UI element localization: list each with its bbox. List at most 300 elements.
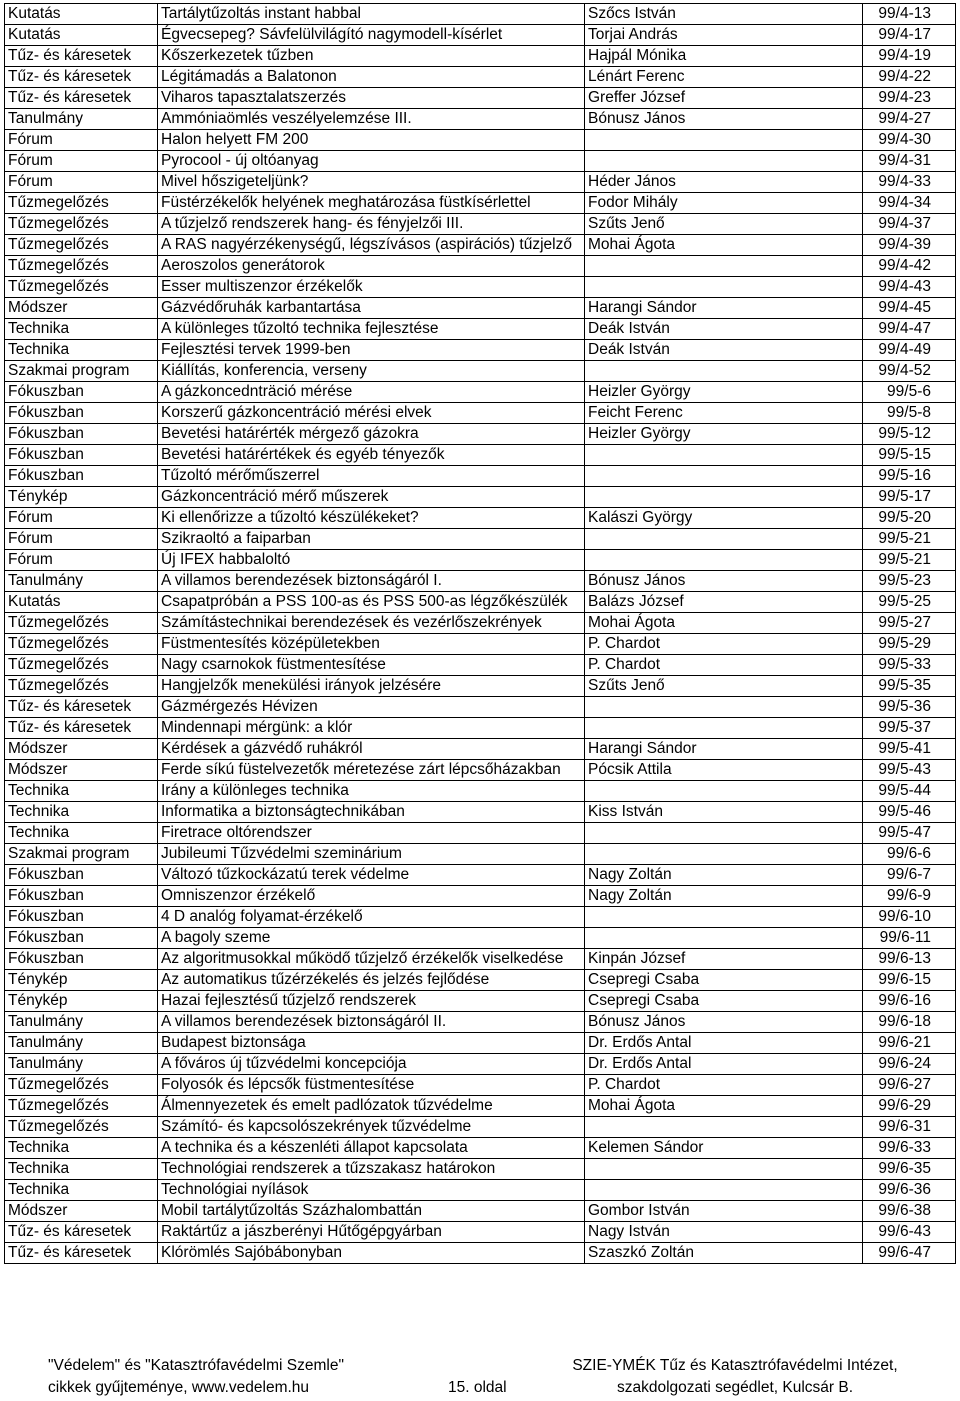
issue-code-cell: 99/6-38 xyxy=(863,1201,956,1222)
table-row xyxy=(5,1096,956,1117)
author-cell xyxy=(585,844,863,865)
title-cell: Jubileumi Tűzvédelmi szeminárium xyxy=(158,844,585,865)
author-cell: Csepregi Csaba xyxy=(585,991,863,1012)
issue-code-cell: 99/6-36 xyxy=(863,1180,956,1201)
issue-code-cell: 99/5-12 xyxy=(863,424,956,445)
author-cell: Gombor István xyxy=(585,1201,863,1222)
author-cell xyxy=(585,256,863,277)
category-cell: Technika xyxy=(5,823,158,844)
issue-code-cell: 99/4-27 xyxy=(863,109,956,130)
table-row xyxy=(5,403,956,424)
table-row xyxy=(5,361,956,382)
table-row xyxy=(5,571,956,592)
issue-code-cell: 99/5-21 xyxy=(863,550,956,571)
category-cell: Fókuszban xyxy=(5,382,158,403)
table-row xyxy=(5,25,956,46)
table-row xyxy=(5,46,956,67)
title-cell: Füstérzékelők helyének meghatározása füstkísérlettel xyxy=(158,193,585,214)
author-cell: Pócsik Attila xyxy=(585,760,863,781)
author-cell xyxy=(585,130,863,151)
title-cell: Számítástechnikai berendezések és vezérlőszekrények xyxy=(158,613,585,634)
issue-code-cell: 99/4-23 xyxy=(863,88,956,109)
table-row xyxy=(5,130,956,151)
table-row xyxy=(5,844,956,865)
table-row xyxy=(5,1117,956,1138)
table-row xyxy=(5,67,956,88)
issue-code-cell: 99/4-39 xyxy=(863,235,956,256)
category-cell: Technika xyxy=(5,340,158,361)
category-cell: Módszer xyxy=(5,1201,158,1222)
issue-code-cell: 99/4-42 xyxy=(863,256,956,277)
footer-institute: SZIE-YMÉK Tűz és Katasztrófavédelmi Intézet, xyxy=(572,1357,898,1374)
issue-code-cell: 99/5-27 xyxy=(863,613,956,634)
table-row xyxy=(5,1075,956,1096)
table-row xyxy=(5,109,956,130)
table-row xyxy=(5,634,956,655)
title-cell: Hazai fejlesztésű tűzjelző rendszerek xyxy=(158,991,585,1012)
title-cell: Technológiai rendszerek a tűzszakasz határokon xyxy=(158,1159,585,1180)
author-cell: Héder János xyxy=(585,172,863,193)
title-cell: Kiállítás, konferencia, verseny xyxy=(158,361,585,382)
author-cell xyxy=(585,550,863,571)
title-cell: Az algoritmusokkal működő tűzjelző érzékelők viselkedése xyxy=(158,949,585,970)
title-cell: Számító- és kapcsolószekrények tűzvédelme xyxy=(158,1117,585,1138)
author-cell xyxy=(585,529,863,550)
table-row xyxy=(5,613,956,634)
category-cell: Fókuszban xyxy=(5,865,158,886)
issue-code-cell: 99/6-18 xyxy=(863,1012,956,1033)
table-row xyxy=(5,928,956,949)
table-row xyxy=(5,886,956,907)
category-cell: Fókuszban xyxy=(5,466,158,487)
category-cell: Technika xyxy=(5,1138,158,1159)
title-cell: Álmennyezetek és emelt padlózatok tűzvédelme xyxy=(158,1096,585,1117)
title-cell: Firetrace oltórendszer xyxy=(158,823,585,844)
issue-code-cell: 99/4-49 xyxy=(863,340,956,361)
table-row xyxy=(5,1054,956,1075)
author-cell: Harangi Sándor xyxy=(585,298,863,319)
issue-code-cell: 99/4-34 xyxy=(863,193,956,214)
issue-code-cell: 99/4-19 xyxy=(863,46,956,67)
table-row xyxy=(5,277,956,298)
issue-code-cell: 99/5-23 xyxy=(863,571,956,592)
author-cell xyxy=(585,151,863,172)
author-cell: Dr. Erdős Antal xyxy=(585,1054,863,1075)
title-cell: Ammóniaömlés veszélyelemzése III. xyxy=(158,109,585,130)
category-cell: Módszer xyxy=(5,760,158,781)
title-cell: Csapatpróbán a PSS 100-as és PSS 500-as légzőkészülék xyxy=(158,592,585,613)
category-cell: Tanulmány xyxy=(5,571,158,592)
title-cell: Bevetési határérték mérgező gázokra xyxy=(158,424,585,445)
title-cell: Budapest biztonsága xyxy=(158,1033,585,1054)
issue-code-cell: 99/5-25 xyxy=(863,592,956,613)
author-cell: P. Chardot xyxy=(585,655,863,676)
category-cell: Tűzmegelőzés xyxy=(5,676,158,697)
author-cell: Csepregi Csaba xyxy=(585,970,863,991)
author-cell xyxy=(585,277,863,298)
title-cell: Új IFEX habbaloltó xyxy=(158,550,585,571)
author-cell: Kelemen Sándor xyxy=(585,1138,863,1159)
table-row xyxy=(5,508,956,529)
articles-table xyxy=(4,3,956,1264)
issue-code-cell: 99/6-15 xyxy=(863,970,956,991)
issue-code-cell: 99/5-36 xyxy=(863,697,956,718)
issue-code-cell: 99/6-21 xyxy=(863,1033,956,1054)
footer-left xyxy=(48,1355,344,1399)
title-cell: Technológiai nyílások xyxy=(158,1180,585,1201)
author-cell xyxy=(585,928,863,949)
author-cell: Feicht Ferenc xyxy=(585,403,863,424)
category-cell: Kutatás xyxy=(5,25,158,46)
title-cell: Kőszerkezetek tűzben xyxy=(158,46,585,67)
category-cell: Tanulmány xyxy=(5,1054,158,1075)
issue-code-cell: 99/4-13 xyxy=(863,4,956,25)
title-cell: Ki ellenőrizze a tűzoltó készülékeket? xyxy=(158,508,585,529)
author-cell: Kalászi György xyxy=(585,508,863,529)
category-cell: Fórum xyxy=(5,151,158,172)
category-cell: Fókuszban xyxy=(5,949,158,970)
author-cell: Bónusz János xyxy=(585,1012,863,1033)
author-cell: Kinpán József xyxy=(585,949,863,970)
issue-code-cell: 99/6-7 xyxy=(863,865,956,886)
category-cell: Tűz- és káresetek xyxy=(5,697,158,718)
category-cell: Tűzmegelőzés xyxy=(5,277,158,298)
category-cell: Tűz- és káresetek xyxy=(5,718,158,739)
issue-code-cell: 99/5-8 xyxy=(863,403,956,424)
table-row xyxy=(5,1138,956,1159)
title-cell: Tűzoltó mérőműszerrel xyxy=(158,466,585,487)
author-cell: Harangi Sándor xyxy=(585,739,863,760)
category-cell: Kutatás xyxy=(5,4,158,25)
category-cell: Szakmai program xyxy=(5,361,158,382)
category-cell: Fókuszban xyxy=(5,907,158,928)
issue-code-cell: 99/4-47 xyxy=(863,319,956,340)
author-cell: Kiss István xyxy=(585,802,863,823)
author-cell xyxy=(585,445,863,466)
table-row xyxy=(5,319,956,340)
table-row xyxy=(5,298,956,319)
title-cell: Mobil tartálytűzoltás Százhalombattán xyxy=(158,1201,585,1222)
issue-code-cell: 99/5-6 xyxy=(863,382,956,403)
table-row xyxy=(5,214,956,235)
issue-code-cell: 99/4-22 xyxy=(863,67,956,88)
issue-code-cell: 99/6-35 xyxy=(863,1159,956,1180)
category-cell: Tűzmegelőzés xyxy=(5,655,158,676)
table-row xyxy=(5,4,956,25)
title-cell: A technika és a készenléti állapot kapcsolata xyxy=(158,1138,585,1159)
category-cell: Tűzmegelőzés xyxy=(5,235,158,256)
author-cell: Torjai András xyxy=(585,25,863,46)
author-cell xyxy=(585,1117,863,1138)
category-cell: Tűzmegelőzés xyxy=(5,1075,158,1096)
author-cell xyxy=(585,781,863,802)
category-cell: Fórum xyxy=(5,508,158,529)
title-cell: Gázkoncentráció mérő műszerek xyxy=(158,487,585,508)
issue-code-cell: 99/5-46 xyxy=(863,802,956,823)
table-row xyxy=(5,529,956,550)
table-row xyxy=(5,1180,956,1201)
author-cell xyxy=(585,466,863,487)
author-cell: Dr. Erdős Antal xyxy=(585,1033,863,1054)
author-cell: Nagy István xyxy=(585,1222,863,1243)
title-cell: A főváros új tűzvédelmi koncepciója xyxy=(158,1054,585,1075)
table-row xyxy=(5,172,956,193)
author-cell: Bónusz János xyxy=(585,571,863,592)
table-row xyxy=(5,592,956,613)
category-cell: Fórum xyxy=(5,550,158,571)
title-cell: Hangjelzők menekülési irányok jelzésére xyxy=(158,676,585,697)
category-cell: Módszer xyxy=(5,739,158,760)
title-cell: Füstmentesítés középületekben xyxy=(158,634,585,655)
title-cell: Mindennapi mérgünk: a klór xyxy=(158,718,585,739)
table-row xyxy=(5,1159,956,1180)
issue-code-cell: 99/6-6 xyxy=(863,844,956,865)
category-cell: Tűzmegelőzés xyxy=(5,613,158,634)
table-row xyxy=(5,256,956,277)
title-cell: Légitámadás a Balatonon xyxy=(158,67,585,88)
issue-code-cell: 99/4-43 xyxy=(863,277,956,298)
issue-code-cell: 99/4-33 xyxy=(863,172,956,193)
author-cell: Balázs József xyxy=(585,592,863,613)
table-row xyxy=(5,487,956,508)
title-cell: Kérdések a gázvédő ruhákról xyxy=(158,739,585,760)
author-cell: Nagy Zoltán xyxy=(585,886,863,907)
author-cell: Szűts Jenő xyxy=(585,214,863,235)
table-row xyxy=(5,466,956,487)
category-cell: Tűz- és káresetek xyxy=(5,88,158,109)
title-cell: Nagy csarnokok füstmentesítése xyxy=(158,655,585,676)
issue-code-cell: 99/5-21 xyxy=(863,529,956,550)
category-cell: Fókuszban xyxy=(5,424,158,445)
table-row xyxy=(5,1201,956,1222)
author-cell: Deák István xyxy=(585,340,863,361)
category-cell: Fókuszban xyxy=(5,886,158,907)
issue-code-cell: 99/6-9 xyxy=(863,886,956,907)
issue-code-cell: 99/6-33 xyxy=(863,1138,956,1159)
issue-code-cell: 99/4-52 xyxy=(863,361,956,382)
issue-code-cell: 99/6-27 xyxy=(863,1075,956,1096)
table-row xyxy=(5,1243,956,1264)
category-cell: Technika xyxy=(5,319,158,340)
issue-code-cell: 99/5-15 xyxy=(863,445,956,466)
title-cell: Az automatikus tűzérzékelés és jelzés fejlődése xyxy=(158,970,585,991)
footer-right xyxy=(545,1355,925,1399)
table-row xyxy=(5,235,956,256)
author-cell: Mohai Ágota xyxy=(585,613,863,634)
table-row xyxy=(5,550,956,571)
title-cell: A gázkoncednträció mérése xyxy=(158,382,585,403)
table-row xyxy=(5,1012,956,1033)
author-cell: Bónusz János xyxy=(585,109,863,130)
category-cell: Ténykép xyxy=(5,970,158,991)
issue-code-cell: 99/6-43 xyxy=(863,1222,956,1243)
title-cell: Irány a különleges technika xyxy=(158,781,585,802)
author-cell: Lénárt Ferenc xyxy=(585,67,863,88)
title-cell: Pyrocool - új oltóanyag xyxy=(158,151,585,172)
author-cell: Deák István xyxy=(585,319,863,340)
issue-code-cell: 99/5-20 xyxy=(863,508,956,529)
issue-code-cell: 99/5-16 xyxy=(863,466,956,487)
title-cell: Viharos tapasztalatszerzés xyxy=(158,88,585,109)
author-cell xyxy=(585,907,863,928)
author-cell xyxy=(585,718,863,739)
table-row xyxy=(5,949,956,970)
table-row xyxy=(5,1222,956,1243)
issue-code-cell: 99/6-29 xyxy=(863,1096,956,1117)
category-cell: Tanulmány xyxy=(5,1033,158,1054)
title-cell: Folyosók és lépcsők füstmentesítése xyxy=(158,1075,585,1096)
footer-publication: "Védelem" és "Katasztrófavédelmi Szemle" xyxy=(48,1357,344,1374)
author-cell: P. Chardot xyxy=(585,634,863,655)
table-row xyxy=(5,445,956,466)
category-cell: Tanulmány xyxy=(5,109,158,130)
table-row xyxy=(5,970,956,991)
articles-table-body xyxy=(5,4,956,1264)
issue-code-cell: 99/6-31 xyxy=(863,1117,956,1138)
category-cell: Tűz- és káresetek xyxy=(5,1243,158,1264)
footer-website: cikkek gyűjteménye, www.vedelem.hu xyxy=(48,1379,310,1396)
footer-author: szakdolgozati segédlet, Kulcsár B. xyxy=(616,1379,854,1396)
table-row xyxy=(5,151,956,172)
title-cell: A tűzjelző rendszerek hang- és fényjelzői III. xyxy=(158,214,585,235)
issue-code-cell: 99/5-35 xyxy=(863,676,956,697)
category-cell: Technika xyxy=(5,781,158,802)
title-cell: A villamos berendezések biztonságáról I. xyxy=(158,571,585,592)
category-cell: Fórum xyxy=(5,172,158,193)
issue-code-cell: 99/6-11 xyxy=(863,928,956,949)
category-cell: Tűz- és káresetek xyxy=(5,67,158,88)
category-cell: Tűzmegelőzés xyxy=(5,634,158,655)
category-cell: Technika xyxy=(5,1180,158,1201)
table-row xyxy=(5,802,956,823)
author-cell: Mohai Ágota xyxy=(585,1096,863,1117)
category-cell: Ténykép xyxy=(5,487,158,508)
category-cell: Tűzmegelőzés xyxy=(5,256,158,277)
category-cell: Kutatás xyxy=(5,592,158,613)
title-cell: Gázmérgezés Hévizen xyxy=(158,697,585,718)
category-cell: Fókuszban xyxy=(5,403,158,424)
table-row xyxy=(5,697,956,718)
category-cell: Tanulmány xyxy=(5,1012,158,1033)
author-cell: Heizler György xyxy=(585,382,863,403)
category-cell: Tűzmegelőzés xyxy=(5,1096,158,1117)
issue-code-cell: 99/4-31 xyxy=(863,151,956,172)
title-cell: Klórömlés Sajóbábonyban xyxy=(158,1243,585,1264)
title-cell: Informatika a biztonságtechnikában xyxy=(158,802,585,823)
page-number: 15. oldal xyxy=(448,1379,507,1396)
issue-code-cell: 99/5-17 xyxy=(863,487,956,508)
table-row xyxy=(5,760,956,781)
issue-code-cell: 99/5-33 xyxy=(863,655,956,676)
title-cell: Ferde síkú füstelvezetők méretezése zárt lépcsőházakban xyxy=(158,760,585,781)
issue-code-cell: 99/4-30 xyxy=(863,130,956,151)
category-cell: Tűz- és káresetek xyxy=(5,46,158,67)
table-row xyxy=(5,865,956,886)
issue-code-cell: 99/5-47 xyxy=(863,823,956,844)
title-cell: Fejlesztési tervek 1999-ben xyxy=(158,340,585,361)
author-cell: Szőcs István xyxy=(585,4,863,25)
title-cell: Változó tűzkockázatú terek védelme xyxy=(158,865,585,886)
title-cell: Korszerű gázkoncentráció mérési elvek xyxy=(158,403,585,424)
table-row xyxy=(5,823,956,844)
category-cell: Tűzmegelőzés xyxy=(5,1117,158,1138)
author-cell: Greffer József xyxy=(585,88,863,109)
table-row xyxy=(5,781,956,802)
issue-code-cell: 99/5-37 xyxy=(863,718,956,739)
category-cell: Fókuszban xyxy=(5,928,158,949)
category-cell: Ténykép xyxy=(5,991,158,1012)
table-row xyxy=(5,424,956,445)
category-cell: Fórum xyxy=(5,529,158,550)
title-cell: 4 D analóg folyamat-érzékelő xyxy=(158,907,585,928)
author-cell: Szűts Jenő xyxy=(585,676,863,697)
issue-code-cell: 99/5-44 xyxy=(863,781,956,802)
author-cell: Nagy Zoltán xyxy=(585,865,863,886)
category-cell: Szakmai program xyxy=(5,844,158,865)
title-cell: Tartálytűzoltás instant habbal xyxy=(158,4,585,25)
table-row xyxy=(5,340,956,361)
table-row xyxy=(5,676,956,697)
table-row xyxy=(5,382,956,403)
issue-code-cell: 99/4-17 xyxy=(863,25,956,46)
category-cell: Technika xyxy=(5,802,158,823)
issue-code-cell: 99/6-47 xyxy=(863,1243,956,1264)
title-cell: Szikraoltó a faiparban xyxy=(158,529,585,550)
category-cell: Tűz- és káresetek xyxy=(5,1222,158,1243)
table-row xyxy=(5,88,956,109)
title-cell: A bagoly szeme xyxy=(158,928,585,949)
table-row xyxy=(5,907,956,928)
issue-code-cell: 99/6-13 xyxy=(863,949,956,970)
author-cell: P. Chardot xyxy=(585,1075,863,1096)
title-cell: A különleges tűzoltó technika fejlesztése xyxy=(158,319,585,340)
title-cell: A villamos berendezések biztonságáról II. xyxy=(158,1012,585,1033)
issue-code-cell: 99/5-43 xyxy=(863,760,956,781)
category-cell: Fókuszban xyxy=(5,445,158,466)
issue-code-cell: 99/6-24 xyxy=(863,1054,956,1075)
title-cell: Bevetési határértékek és egyéb tényezők xyxy=(158,445,585,466)
title-cell: A RAS nagyérzékenységű, légszívásos (aspirációs) tűzjelző xyxy=(158,235,585,256)
title-cell: Gázvédőruhák karbantartása xyxy=(158,298,585,319)
issue-code-cell: 99/6-10 xyxy=(863,907,956,928)
title-cell: Raktártűz a jászberényi Hűtőgépgyárban xyxy=(158,1222,585,1243)
category-cell: Tűzmegelőzés xyxy=(5,214,158,235)
author-cell: Heizler György xyxy=(585,424,863,445)
author-cell: Fodor Mihály xyxy=(585,193,863,214)
author-cell: Szaszkó Zoltán xyxy=(585,1243,863,1264)
category-cell: Tűzmegelőzés xyxy=(5,193,158,214)
issue-code-cell: 99/5-41 xyxy=(863,739,956,760)
author-cell xyxy=(585,1180,863,1201)
issue-code-cell: 99/6-16 xyxy=(863,991,956,1012)
table-row xyxy=(5,991,956,1012)
issue-code-cell: 99/4-37 xyxy=(863,214,956,235)
issue-code-cell: 99/5-29 xyxy=(863,634,956,655)
issue-code-cell: 99/4-45 xyxy=(863,298,956,319)
table-row xyxy=(5,655,956,676)
title-cell: Omniszenzor érzékelő xyxy=(158,886,585,907)
title-cell: Mivel hőszigeteljünk? xyxy=(158,172,585,193)
category-cell: Módszer xyxy=(5,298,158,319)
title-cell: Esser multiszenzor érzékelők xyxy=(158,277,585,298)
table-row xyxy=(5,1033,956,1054)
table-row xyxy=(5,739,956,760)
author-cell xyxy=(585,1159,863,1180)
category-cell: Technika xyxy=(5,1159,158,1180)
author-cell xyxy=(585,487,863,508)
author-cell: Mohai Ágota xyxy=(585,235,863,256)
category-cell: Fórum xyxy=(5,130,158,151)
